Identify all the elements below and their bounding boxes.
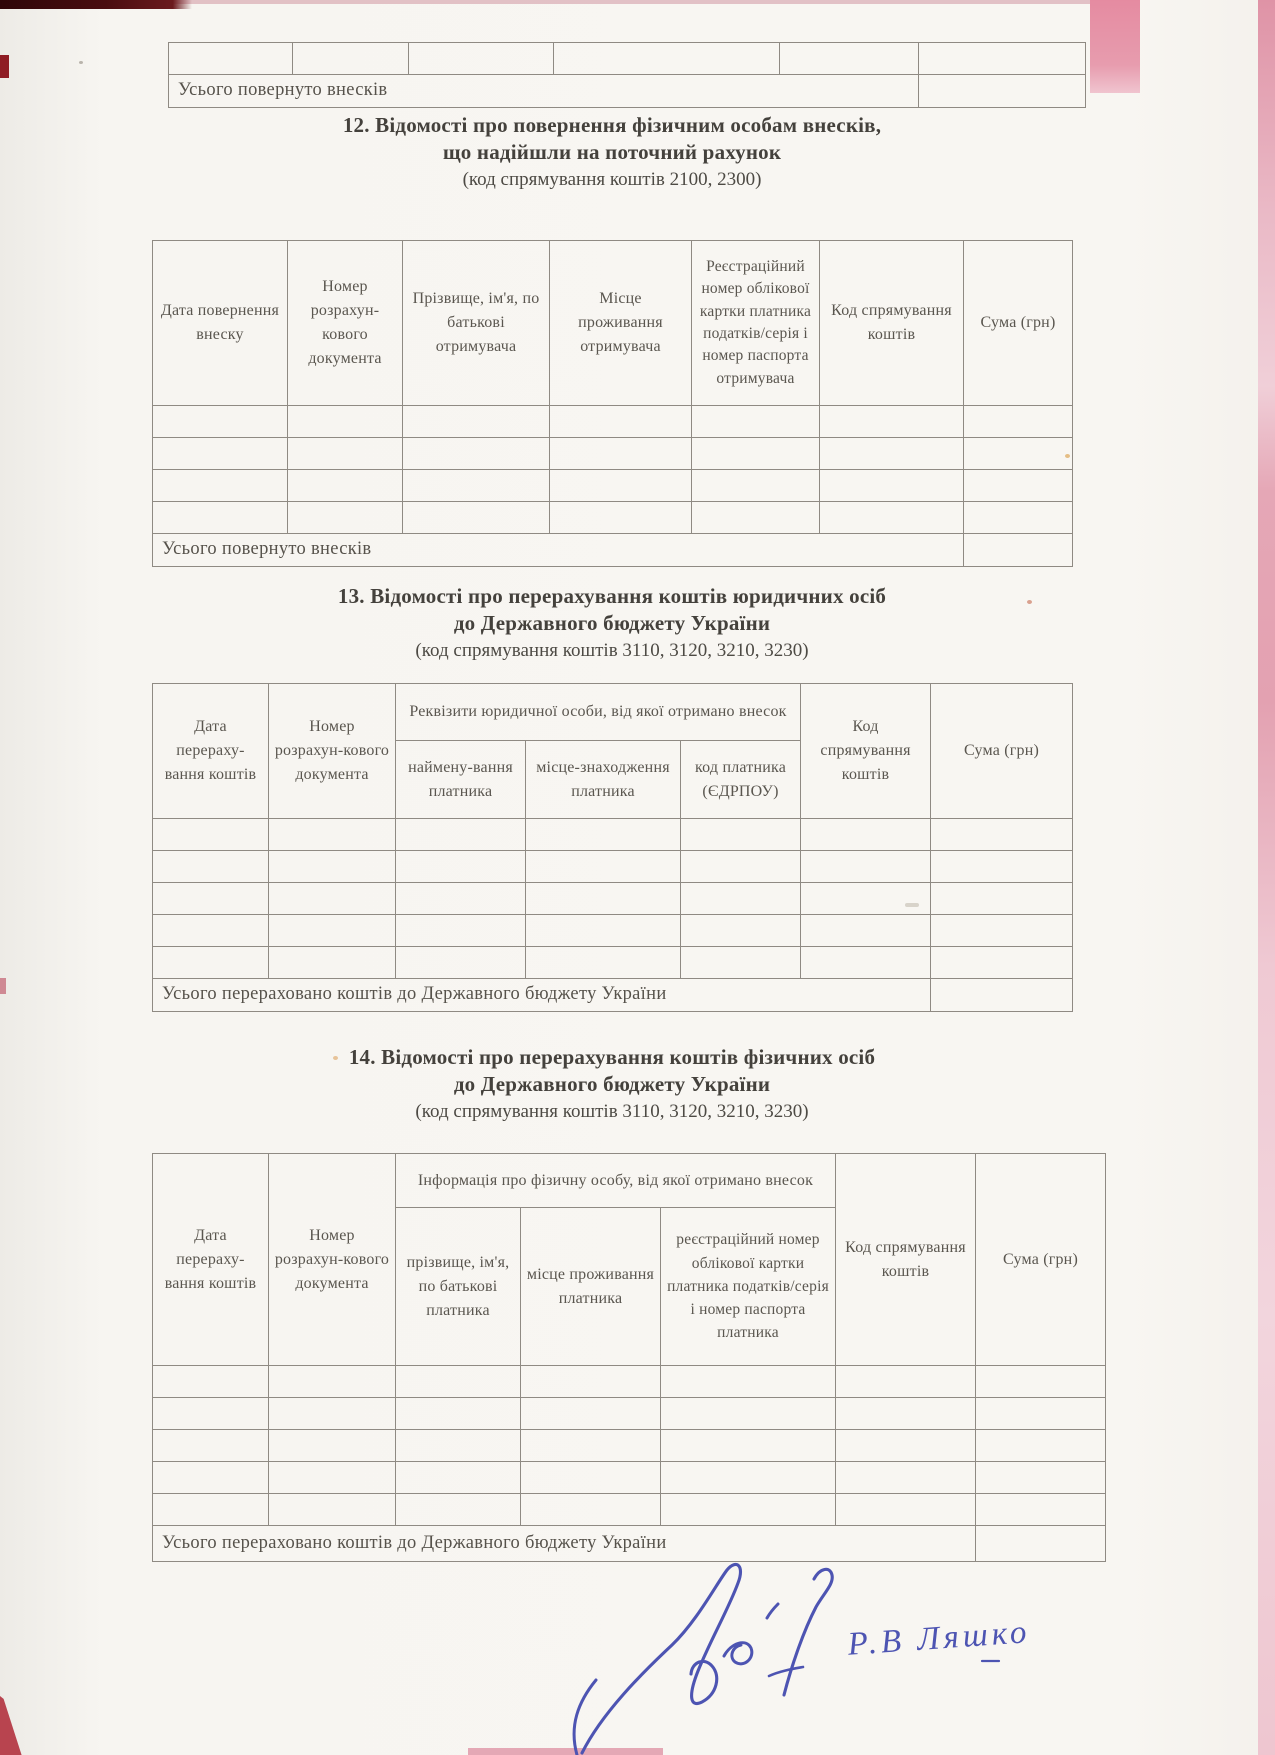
col-header-payer-residence: місце проживання платника	[521, 1208, 661, 1366]
col-header-payer-name: наймену-вання платника	[396, 741, 526, 819]
empty-cell	[919, 43, 1086, 75]
empty-cell	[836, 1398, 976, 1430]
empty-cell	[661, 1462, 836, 1494]
empty-cell	[288, 438, 403, 470]
empty-cell	[931, 883, 1073, 915]
table-footer-row	[169, 75, 1086, 108]
section13-heading	[152, 583, 1072, 664]
empty-cell	[801, 915, 931, 947]
table-row	[153, 1430, 1106, 1462]
empty-cell	[554, 43, 780, 75]
empty-cell	[550, 438, 692, 470]
empty-cell	[964, 406, 1073, 438]
col-header-payer-tax-id: реєстраційний номер облікової картки платника податків/серія і номер паспорта платника	[661, 1208, 836, 1366]
empty-cell	[976, 1430, 1106, 1462]
signature-flourish	[769, 1667, 803, 1676]
empty-cell	[403, 438, 550, 470]
table-row	[153, 1462, 1106, 1494]
empty-cell	[836, 1366, 976, 1398]
section12-title-line1: 12. Відомості про повернення фізичним особам внесків,	[342, 113, 882, 137]
section14-title-line2: до Державного бюджету України	[453, 1072, 771, 1096]
empty-cell	[288, 406, 403, 438]
table-row	[153, 883, 1073, 915]
empty-cell	[681, 947, 801, 979]
empty-cell	[521, 1494, 661, 1526]
table-row	[153, 406, 1073, 438]
section14-heading	[152, 1044, 1072, 1125]
empty-cell	[550, 502, 692, 534]
table-header-row	[153, 241, 1073, 406]
empty-cell	[409, 43, 554, 75]
empty-cell	[836, 1430, 976, 1462]
section14-table	[152, 1153, 1106, 1562]
empty-cell	[288, 470, 403, 502]
empty-cell	[976, 1494, 1106, 1526]
empty-cell	[801, 883, 931, 915]
col-header-payer-location: місце-знаходження платника	[526, 741, 681, 819]
empty-cell	[692, 470, 820, 502]
empty-cell	[521, 1430, 661, 1462]
empty-cell	[153, 1494, 269, 1526]
section13-title-line3: (код спрямування коштів 3110, 3120, 3210, 3230)	[415, 640, 809, 661]
table-row	[153, 1398, 1106, 1430]
empty-cell	[661, 1494, 836, 1526]
section12-table	[152, 240, 1073, 567]
col-header-payer-name: прізвище, ім'я, по батькові платника	[396, 1208, 521, 1366]
empty-cell	[169, 43, 293, 75]
empty-cell	[153, 502, 288, 534]
empty-cell	[820, 502, 964, 534]
section14-title-line3: (код спрямування коштів 3110, 3120, 3210, 3230)	[415, 1101, 809, 1122]
signature-flourish	[724, 1643, 752, 1664]
empty-cell	[396, 915, 526, 947]
col-header-sum: Сума (грн)	[976, 1154, 1106, 1366]
empty-cell	[153, 1430, 269, 1462]
col-header-sum: Сума (грн)	[964, 241, 1073, 406]
empty-cell	[526, 915, 681, 947]
empty-cell	[931, 947, 1073, 979]
empty-cell	[153, 1366, 269, 1398]
table-row	[169, 43, 1086, 75]
empty-cell	[269, 1398, 396, 1430]
empty-cell	[801, 851, 931, 883]
scan-artifact-top-pink-line	[0, 0, 1135, 4]
empty-cell	[661, 1398, 836, 1430]
empty-cell	[396, 1366, 521, 1398]
empty-cell	[836, 1462, 976, 1494]
empty-cell	[269, 1462, 396, 1494]
empty-cell	[403, 502, 550, 534]
empty-cell	[396, 883, 526, 915]
empty-cell	[288, 502, 403, 534]
empty-cell	[964, 438, 1073, 470]
signature-flourish	[784, 1569, 832, 1695]
section14-title-line1: 14. Відомості про перерахування коштів фізичних осіб	[348, 1045, 876, 1069]
col-header-transfer-date: Дата перераху-вання коштів	[153, 684, 269, 819]
col-header-recipient-residence: Місце проживання отримувача	[550, 241, 692, 406]
empty-cell	[269, 915, 396, 947]
scan-artifact-top-right-pink-block	[1090, 0, 1140, 93]
empty-cell	[692, 502, 820, 534]
empty-cell	[681, 851, 801, 883]
section12-total-label: Усього повернуто внесків	[153, 534, 964, 567]
empty-cell	[153, 915, 269, 947]
table-row	[153, 438, 1073, 470]
empty-cell	[269, 819, 396, 851]
table-row	[153, 947, 1073, 979]
empty-cell	[550, 470, 692, 502]
section12-title-line2: що надійшли на поточний рахунок	[442, 140, 782, 164]
empty-cell	[681, 819, 801, 851]
empty-cell	[269, 851, 396, 883]
col-header-funds-code: Код спрямування коштів	[836, 1154, 976, 1366]
empty-cell	[820, 438, 964, 470]
empty-cell	[153, 1398, 269, 1430]
section13-table	[152, 683, 1073, 1012]
table-row	[153, 470, 1073, 502]
scan-artifact-bottom-left-red-mark	[0, 1683, 36, 1755]
empty-cell	[403, 470, 550, 502]
table-row	[153, 1494, 1106, 1526]
col-header-doc-number: Номер розрахун-кового документа	[269, 684, 396, 819]
empty-cell	[396, 1494, 521, 1526]
col-header-transfer-date: Дата перераху-вання коштів	[153, 1154, 269, 1366]
empty-cell	[153, 819, 269, 851]
section14-total-label: Усього перераховано коштів до Державного бюджету України	[153, 1526, 976, 1562]
empty-cell	[964, 470, 1073, 502]
empty-cell	[976, 1366, 1106, 1398]
empty-cell	[661, 1366, 836, 1398]
col-header-payer-code: код платника (ЄДРПОУ)	[681, 741, 801, 819]
empty-cell	[396, 819, 526, 851]
table-row	[153, 819, 1073, 851]
scan-artifact-left-red-square	[0, 55, 9, 78]
empty-cell	[964, 502, 1073, 534]
col-header-doc-number: Номер розрахун-кового документа	[288, 241, 403, 406]
section12-title-line3: (код спрямування коштів 2100, 2300)	[462, 169, 762, 190]
empty-cell	[692, 438, 820, 470]
scan-artifact-right-pink-band	[1258, 0, 1275, 1755]
table-row	[153, 502, 1073, 534]
empty-cell	[836, 1494, 976, 1526]
empty-cell	[269, 947, 396, 979]
empty-cell	[780, 43, 919, 75]
prev-table-total-label: Усього повернуто внесків	[169, 75, 919, 108]
empty-cell	[153, 470, 288, 502]
empty-cell	[801, 819, 931, 851]
table-row	[153, 1366, 1106, 1398]
col-header-sum: Сума (грн)	[931, 684, 1073, 819]
table-footer-row	[153, 534, 1073, 567]
empty-cell	[293, 43, 409, 75]
col-group-legal-entity-details: Реквізити юридичної особи, від якої отримано внесок	[396, 684, 801, 741]
empty-cell	[931, 851, 1073, 883]
empty-cell	[692, 406, 820, 438]
col-header-recipient-name: Прізвище, ім'я, по батькові отримувача	[403, 241, 550, 406]
empty-cell	[396, 851, 526, 883]
section13-total-label: Усього перераховано коштів до Державного бюджету України	[153, 979, 931, 1012]
col-group-individual-info: Інформація про фізичну особу, від якої отримано внесок	[396, 1154, 836, 1208]
pen-stroke	[574, 1680, 596, 1755]
table-footer-row	[153, 979, 1073, 1012]
col-header-doc-number: Номер розрахун-кового документа	[269, 1154, 396, 1366]
empty-cell	[153, 438, 288, 470]
empty-cell	[931, 979, 1073, 1012]
empty-cell	[153, 851, 269, 883]
col-header-return-date: Дата повернення внеску	[153, 241, 288, 406]
empty-cell	[681, 915, 801, 947]
empty-cell	[526, 819, 681, 851]
col-header-recipient-tax-id: Реєстраційний номер облікової картки платника податків/серія і номер паспорта отримувача	[692, 241, 820, 406]
empty-cell	[681, 883, 801, 915]
empty-cell	[661, 1430, 836, 1462]
empty-cell	[976, 1462, 1106, 1494]
table-header-row	[153, 1154, 1106, 1208]
empty-cell	[153, 1462, 269, 1494]
empty-cell	[801, 947, 931, 979]
empty-cell	[919, 75, 1086, 108]
signature-partial-stroke	[540, 1678, 630, 1755]
section12-heading	[152, 112, 1072, 193]
signature-name: Р.В Ляшко	[846, 1614, 1032, 1663]
signature-flourish	[767, 1604, 778, 1618]
table-row	[153, 915, 1073, 947]
empty-cell	[153, 947, 269, 979]
empty-cell	[964, 534, 1073, 567]
empty-cell	[403, 406, 550, 438]
empty-cell	[526, 947, 681, 979]
empty-cell	[526, 851, 681, 883]
prev-section-table	[168, 42, 1086, 108]
scan-artifact-left-red-tick	[0, 978, 6, 994]
empty-cell	[269, 1494, 396, 1526]
empty-cell	[976, 1398, 1106, 1430]
empty-cell	[931, 915, 1073, 947]
empty-cell	[269, 1430, 396, 1462]
empty-cell	[153, 406, 288, 438]
empty-cell	[396, 1430, 521, 1462]
empty-cell	[269, 883, 396, 915]
col-header-funds-code: Код спрямування коштів	[820, 241, 964, 406]
section13-title-line2: до Державного бюджету України	[453, 611, 771, 635]
empty-cell	[396, 1462, 521, 1494]
empty-cell	[820, 406, 964, 438]
empty-cell	[153, 883, 269, 915]
empty-cell	[396, 947, 526, 979]
empty-cell	[521, 1366, 661, 1398]
section13-title-line1: 13. Відомості про перерахування коштів юридичних осіб	[337, 584, 887, 608]
empty-cell	[550, 406, 692, 438]
scan-artifact-top-dark-bar	[0, 0, 192, 9]
empty-cell	[820, 470, 964, 502]
empty-cell	[396, 1398, 521, 1430]
empty-cell	[931, 819, 1073, 851]
empty-cell	[521, 1462, 661, 1494]
empty-cell	[269, 1366, 396, 1398]
col-header-funds-code: Код спрямування коштів	[801, 684, 931, 819]
empty-cell	[526, 883, 681, 915]
empty-cell	[521, 1398, 661, 1430]
scan-speck	[79, 61, 83, 64]
table-row	[153, 851, 1073, 883]
table-header-row	[153, 684, 1073, 741]
